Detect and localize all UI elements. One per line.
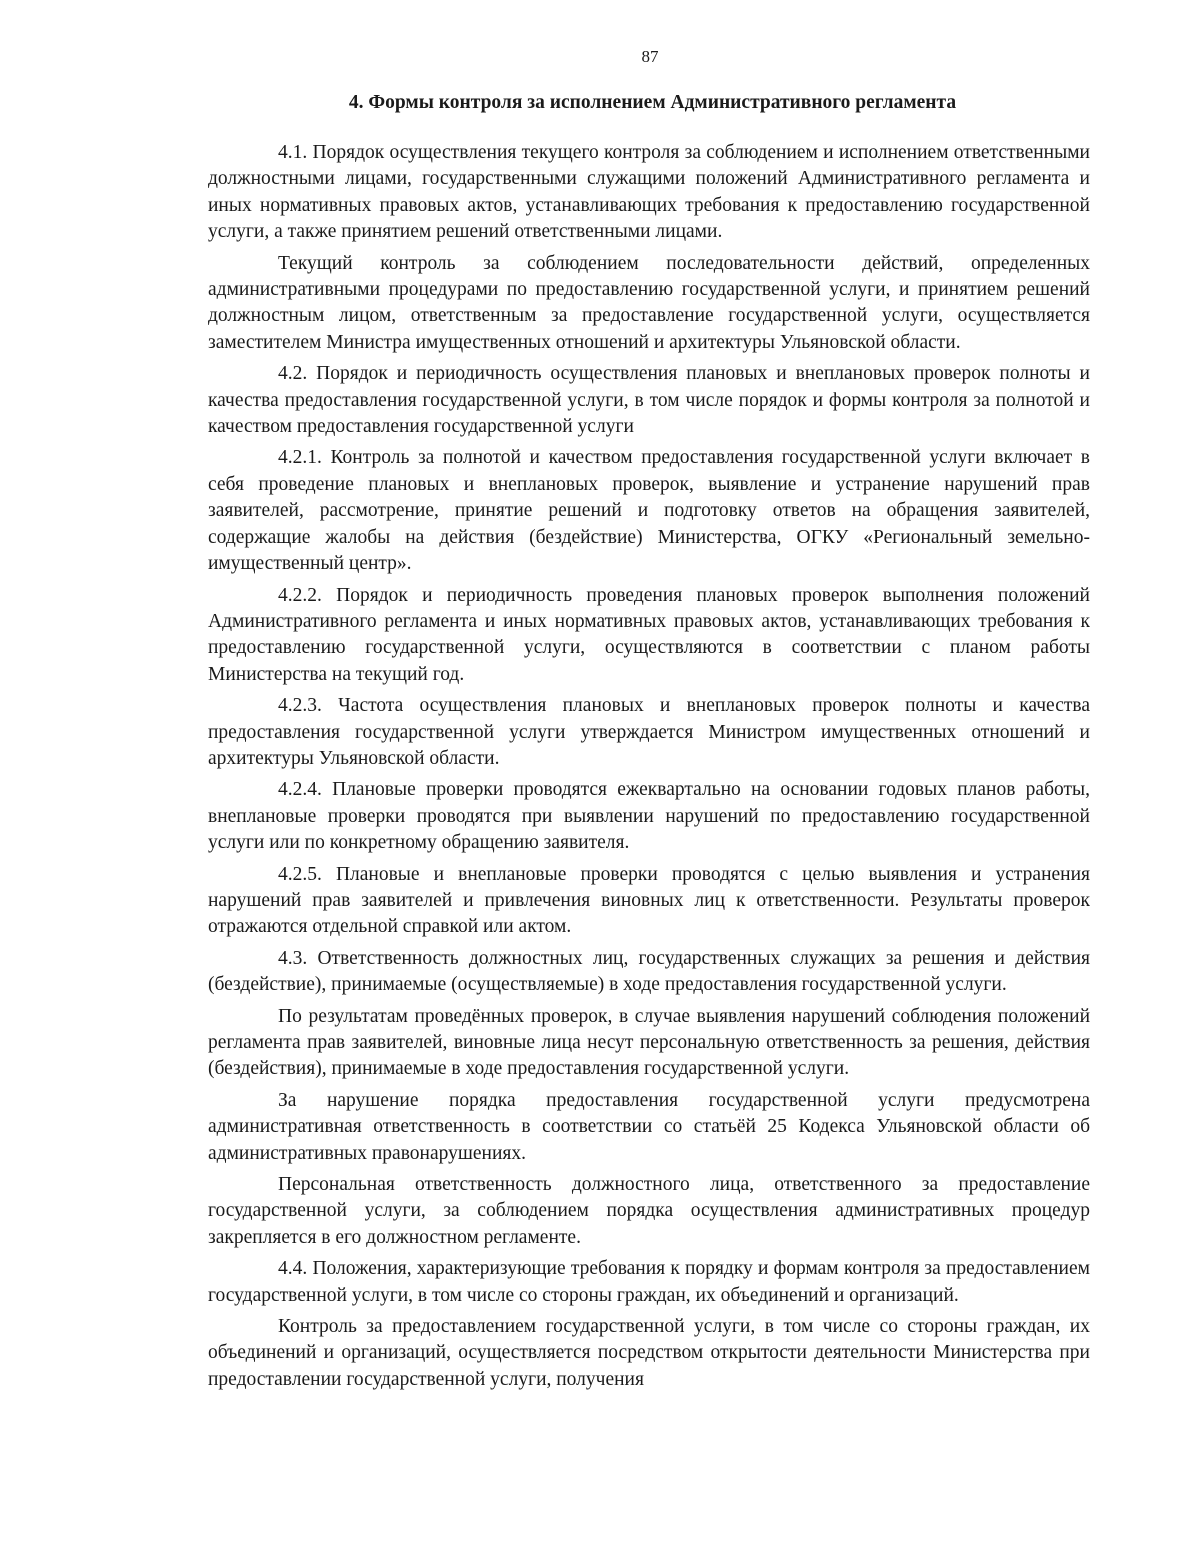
document-body xyxy=(208,140,1090,1398)
paragraph-4-1: 4.1. Порядок осуществления текущего контроля за соблюдением и исполнением ответственными должностными лицами, государственными служащими положений Административного регламента и иных нормативных правовых актов, устанавливающих требования к предоставлению государственной услуги, а также принятием решений ответственными лицами. xyxy=(208,142,1090,243)
paragraph-4-2-1: 4.2.1. Контроль за полнотой и качеством предоставления государственной услуги включает в себя проведение плановых и внеплановых проверок, выявление и устранение нарушений прав заявителей, рассмотрение, принятие решений и подготовку ответов на обращения заявителей, содержащие жалобы на действия (бездействие) Министерства, ОГКУ «Региональный земельно-имущественный центр». xyxy=(208,447,1090,575)
paragraph-4-2-3: 4.2.3. Частота осуществления плановых и внеплановых проверок полноты и качества предоставления государственной услуги утверждается Министром имущественных отношений и архитектуры Ульяновской области. xyxy=(208,695,1090,769)
paragraph-public-control: Контроль за предоставлением государственной услуги, в том числе со стороны граждан, их объединений и организаций, осуществляется посредством открытости деятельности Министерства при предоставлении государственной услуги, получения xyxy=(208,1316,1090,1390)
paragraph-inspection-results: По результатам проведённых проверок, в случае выявления нарушений соблюдения положений регламента прав заявителей, виновные лица несут персональную ответственность за решения, действия (бездействия), принимаемые в ходе предоставления государственной услуги. xyxy=(208,1005,1090,1080)
page-number: 87 xyxy=(641,47,659,66)
paragraph-personal-responsibility: Персональная ответственность должностного лица, ответственного за предоставление государственной услуги, за соблюдением порядка осуществления административных процедур закрепляется в его должностном регламенте. xyxy=(208,1174,1090,1248)
paragraph-administrative-liability: За нарушение порядка предоставления государственной услуги предусмотрена административная ответственность в соответствии со статьёй 25 Кодекса Ульяновской области об административных правонарушениях. xyxy=(208,1089,1090,1164)
paragraph-4-3: 4.3. Ответственность должностных лиц, государственных служащих за решения и действия (бездействие), принимаемые (осуществляемые) в ходе предоставления государственной услуги. xyxy=(208,947,1090,996)
paragraph-4-2-4: 4.2.4. Плановые проверки проводятся ежеквартально на основании годовых планов работы, внеплановые проверки проводятся при выявлении нарушений по предоставлению государственной услуги или по конкретному обращению заявителя. xyxy=(208,779,1090,854)
paragraph-current-control: Текущий контроль за соблюдением последовательности действий, определенных административными процедурами по предоставлению государственной услуги, и принятием решений должностным лицом, ответственным за предоставление государственной услуги, осуществляется заместителем Министра имущественных отношений и архитектуры Ульяновской области. xyxy=(208,252,1090,353)
paragraph-4-2-5: 4.2.5. Плановые и внеплановые проверки проводятся с целью выявления и устранения нарушений прав заявителей и привлечения виновных лиц к ответственности. Результаты проверок отражаются отдельной справкой или актом. xyxy=(208,863,1090,938)
paragraph-4-2: 4.2. Порядок и периодичность осуществления плановых и внеплановых проверок полноты и качества предоставления государственной услуги, в том числе порядок и формы контроля за полнотой и качеством предоставления государственной услуги xyxy=(208,363,1090,438)
section-heading: 4. Формы контроля за исполнением Административного регламента xyxy=(348,92,957,113)
paragraph-4-4: 4.4. Положения, характеризующие требования к порядку и формам контроля за предоставлением государственной услуги, в том числе со стороны граждан, их объединений и организаций. xyxy=(208,1258,1090,1306)
paragraph-4-2-2: 4.2.2. Порядок и периодичность проведения плановых проверок выполнения положений Административного регламента и иных нормативных правовых актов, устанавливающих требования к предоставлению государственной услуги, осуществляются в соответствии с планом работы Министерства на текущий год. xyxy=(208,584,1090,685)
